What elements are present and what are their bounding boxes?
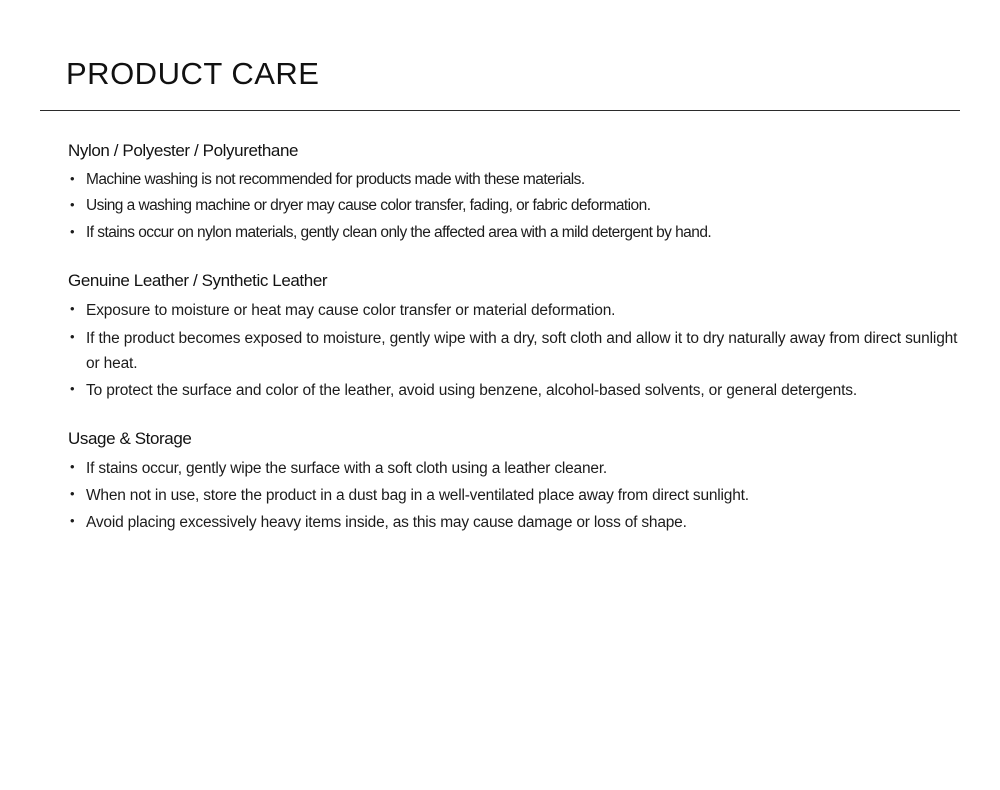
title-divider — [40, 110, 960, 111]
section-heading: Nylon / Polyester / Polyurethane — [68, 141, 299, 160]
page-title: PRODUCT CARE — [66, 56, 320, 91]
list-item: • Machine washing is not recommended for products made with these materials. — [68, 168, 960, 192]
section-genuine-synthetic-leather — [40, 271, 960, 402]
section-usage-and-storage — [40, 429, 960, 535]
bullet-list — [68, 456, 960, 535]
list-item: • Exposure to moisture or heat may cause color transfer or material deformation. — [68, 298, 960, 323]
bullet-list — [68, 168, 960, 245]
section-heading: Usage & Storage — [68, 428, 192, 448]
section-heading: Genuine Leather / Synthetic Leather — [68, 271, 328, 291]
list-item: • If the product becomes exposed to moisture, gently wipe with a dry, soft cloth and allow it to dry naturally away from direct sunlight or heat. — [68, 326, 960, 376]
section-nylon-polyester-polyurethane — [40, 141, 960, 245]
list-item: • When not in use, store the product in a dust bag in a well-ventilated place away from direct sunlight. — [68, 483, 960, 508]
list-item: • If stains occur, gently wipe the surface with a soft cloth using a leather cleaner. — [68, 456, 960, 481]
list-item: • Avoid placing excessively heavy items inside, as this may cause damage or loss of shape. — [68, 510, 960, 535]
list-item: • Using a washing machine or dryer may cause color transfer, fading, or fabric deformation. — [68, 194, 960, 218]
list-item: • To protect the surface and color of the leather, avoid using benzene, alcohol-based solvents, or general detergents. — [68, 378, 960, 403]
bullet-list — [68, 298, 960, 402]
list-item: • If stains occur on nylon materials, gently clean only the affected area with a mild detergent by hand. — [68, 221, 960, 245]
